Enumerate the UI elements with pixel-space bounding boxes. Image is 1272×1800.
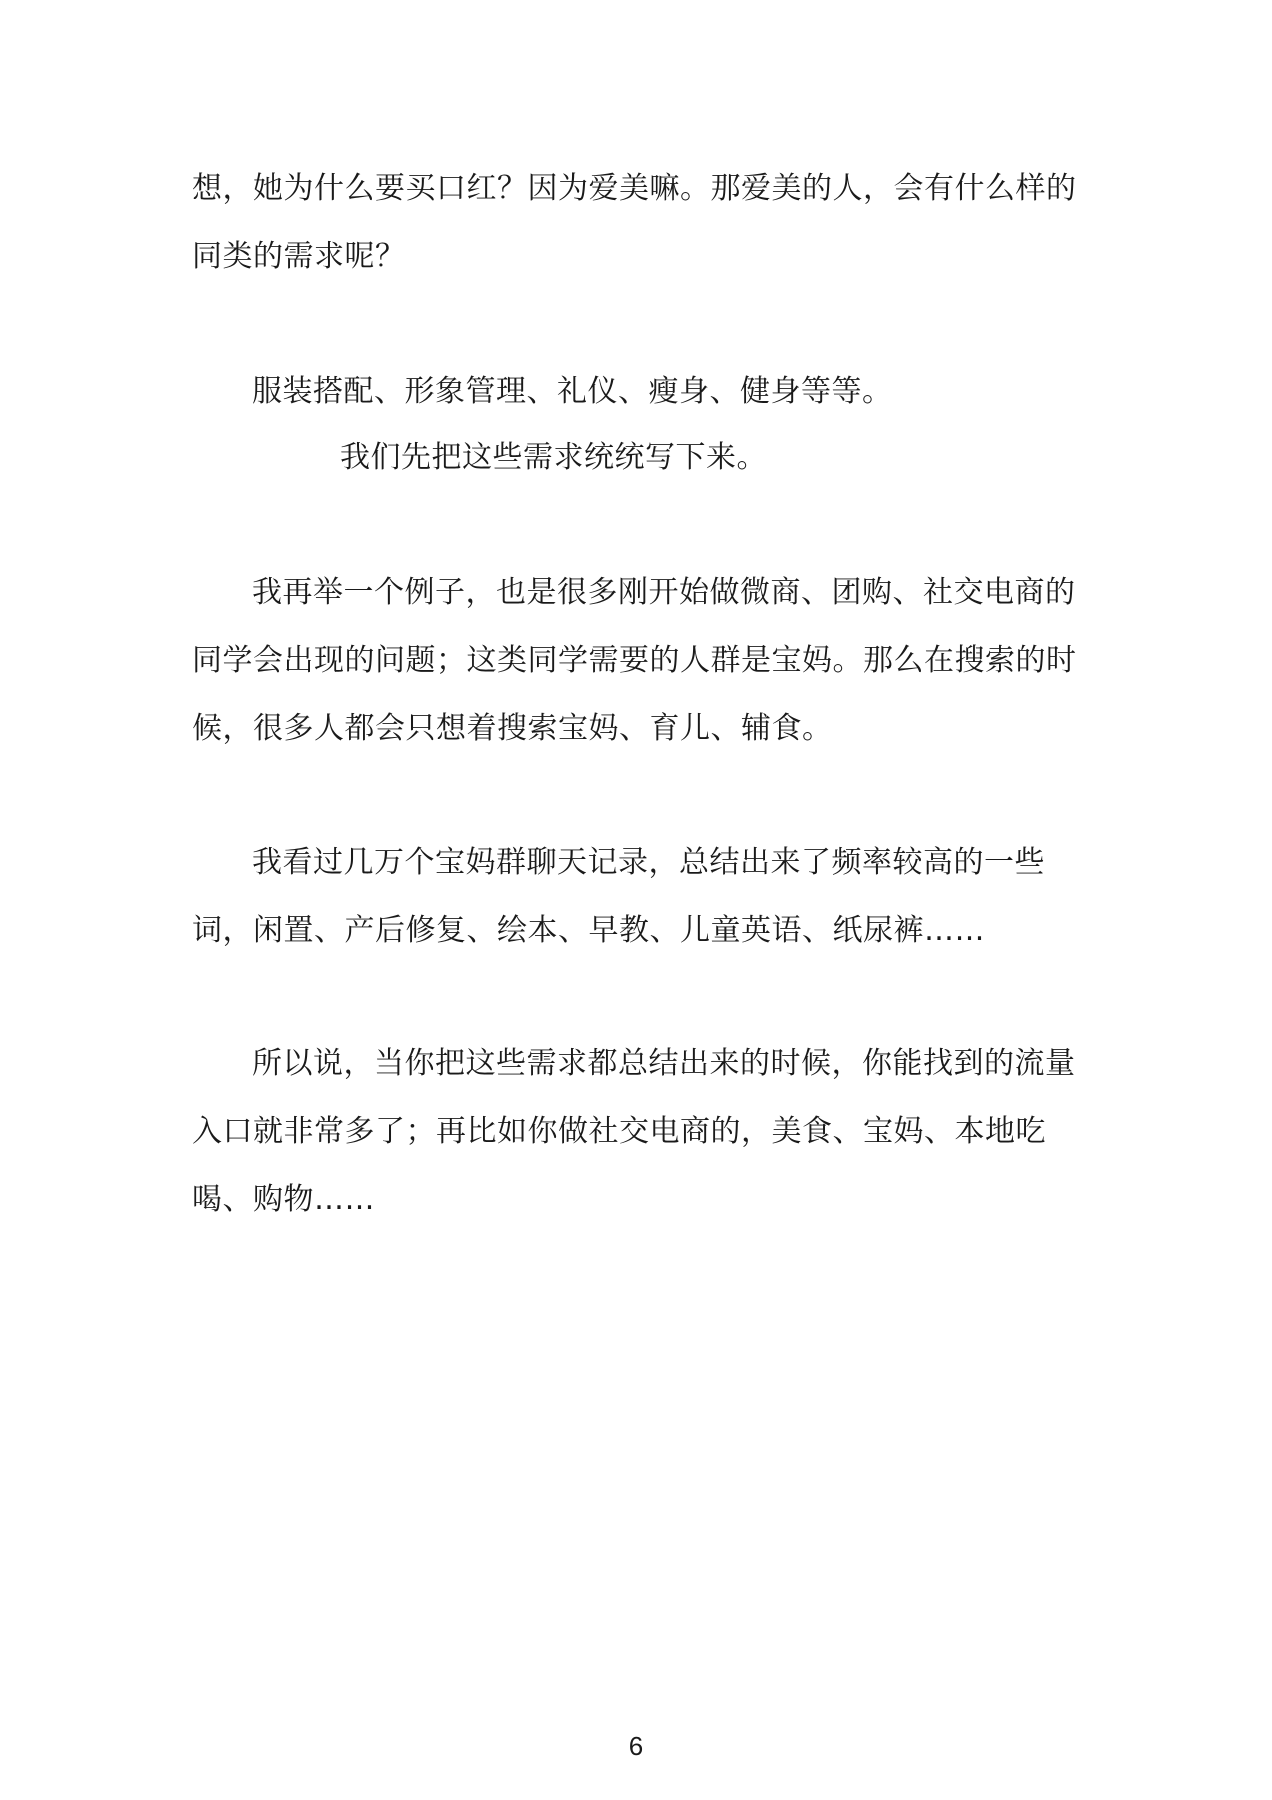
- paragraph: [192, 155, 1077, 291]
- paragraph: [340, 424, 1220, 492]
- paragraph-line: 我们先把这些需求统统写下来。: [340, 440, 767, 475]
- paragraph-line: 候，很多人都会只想着搜索宝妈、育儿、辅食。: [192, 711, 833, 746]
- paragraph-line: 我再举一个例子，也是很多刚开始做微商、团购、社交电商的: [252, 575, 1076, 610]
- paragraph-line: 喝、购物……: [192, 1182, 375, 1217]
- paragraph: [192, 1030, 1076, 1234]
- paragraph-line: 词，闲置、产后修复、绘本、早教、儿童英语、纸尿裤……: [192, 913, 985, 948]
- paragraph-line: 我看过几万个宝妈群聊天记录，总结出来了频率较高的一些: [252, 845, 1045, 880]
- page-number: 6: [628, 1731, 644, 1761]
- paragraph-line: 服装搭配、形象管理、礼仪、瘦身、健身等等。: [252, 374, 893, 409]
- paragraph: [252, 358, 1132, 426]
- paragraph-line: 想，她为什么要买口红？因为爱美嘛。那爱美的人，会有什么样的: [192, 171, 1077, 206]
- paragraph: [192, 559, 1077, 763]
- paragraph-line: 入口就非常多了；再比如你做社交电商的，美食、宝妈、本地吃: [192, 1114, 1046, 1149]
- paragraph-line: 同学会出现的问题；这类同学需要的人群是宝妈。那么在搜索的时: [192, 643, 1077, 678]
- paragraph-line: 同类的需求呢？: [192, 239, 406, 274]
- paragraph-line: 所以说，当你把这些需求都总结出来的时候，你能找到的流量: [252, 1046, 1076, 1081]
- paragraph: [192, 829, 1072, 965]
